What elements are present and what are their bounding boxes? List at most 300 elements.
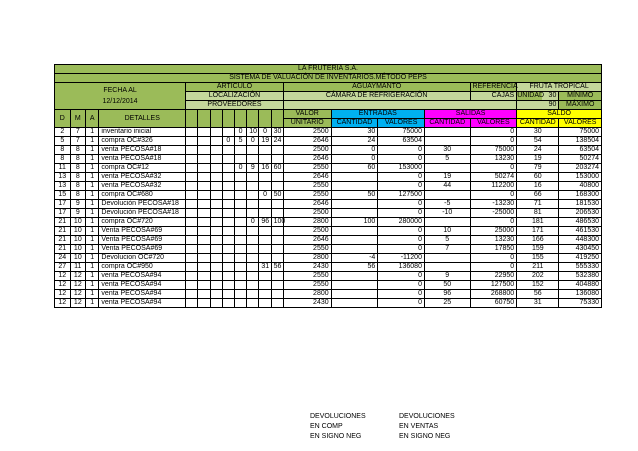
cell-ref bbox=[198, 218, 210, 227]
cell-entrada-cantidad bbox=[331, 236, 378, 245]
cell-ref bbox=[234, 218, 246, 227]
cell-ref bbox=[198, 254, 210, 263]
cell-entrada-cantidad: 24 bbox=[331, 137, 378, 146]
cell-day: 21 bbox=[55, 245, 71, 254]
cell-entrada-cantidad: 56 bbox=[331, 263, 378, 272]
cell-detalle: compra OC#12 bbox=[99, 164, 186, 173]
cell-saldo-cantidad: 19 bbox=[517, 155, 559, 164]
proveedores-value bbox=[283, 101, 516, 110]
cell-ref bbox=[234, 191, 246, 200]
table-row bbox=[55, 146, 602, 155]
cell-ref bbox=[186, 227, 198, 236]
cell-saldo-cantidad: 152 bbox=[517, 281, 559, 290]
cell-valor-unitario: 2646 bbox=[283, 173, 331, 182]
cell-salida-cantidad: 96 bbox=[424, 290, 470, 299]
cell-ref bbox=[210, 272, 222, 281]
cell-year: 1 bbox=[86, 128, 99, 137]
cell-ref bbox=[222, 227, 234, 236]
cell-salida-cantidad: 44 bbox=[424, 182, 470, 191]
table-row bbox=[55, 182, 602, 191]
cell-ref bbox=[259, 281, 271, 290]
cell-day: 21 bbox=[55, 227, 71, 236]
cell-year: 1 bbox=[86, 281, 99, 290]
cell-ref bbox=[198, 137, 210, 146]
table-row bbox=[55, 137, 602, 146]
cell-ref: 50 bbox=[271, 191, 283, 200]
cell-ref bbox=[198, 299, 210, 308]
system-title: SISTEMA DE VALUACIÓN DE INVENTARIOS.MÉTODO PEPS bbox=[55, 74, 602, 83]
cell-entrada-cantidad bbox=[331, 209, 378, 218]
cell-salida-valor: 75000 bbox=[470, 146, 517, 155]
cell-entrada-cantidad bbox=[331, 299, 378, 308]
cell-entrada-valor: 0 bbox=[378, 236, 425, 245]
cell-ref bbox=[186, 254, 198, 263]
cell-month: 8 bbox=[70, 182, 86, 191]
cell-valor-unitario: 2550 bbox=[283, 281, 331, 290]
cell-ref: 0 bbox=[234, 164, 246, 173]
cell-salida-valor: 0 bbox=[470, 191, 517, 200]
cell-ref bbox=[198, 200, 210, 209]
col-detalles: DETALLES bbox=[99, 110, 186, 128]
cell-ref: 19 bbox=[259, 137, 271, 146]
cell-ref bbox=[271, 281, 283, 290]
cell-detalle: venta PECOSA#94 bbox=[99, 281, 186, 290]
cell-salida-cantidad: 9 bbox=[424, 272, 470, 281]
note-comp-line3: EN SIGNO NEG bbox=[310, 433, 362, 440]
cell-ref bbox=[210, 218, 222, 227]
cell-ref bbox=[247, 227, 259, 236]
cell-month: 8 bbox=[70, 191, 86, 200]
cell-saldo-cantidad: 54 bbox=[517, 137, 559, 146]
cell-salida-valor: 22950 bbox=[470, 272, 517, 281]
cell-ref bbox=[234, 263, 246, 272]
cell-entrada-cantidad bbox=[331, 200, 378, 209]
cell-year: 1 bbox=[86, 164, 99, 173]
note-ventas-line2: EN VENTAS bbox=[399, 423, 439, 430]
cell-ref bbox=[210, 137, 222, 146]
cell-saldo-cantidad: 81 bbox=[517, 209, 559, 218]
col-m: M bbox=[70, 110, 86, 128]
cell-ref: 0 bbox=[259, 128, 271, 137]
cell-saldo-cantidad: 31 bbox=[517, 299, 559, 308]
cell-month: 7 bbox=[70, 137, 86, 146]
cell-ref bbox=[222, 272, 234, 281]
cell-ref bbox=[247, 281, 259, 290]
cell-entrada-cantidad: 0 bbox=[331, 146, 378, 155]
cell-year: 1 bbox=[86, 218, 99, 227]
cell-detalle: Devolución PECOSA#18 bbox=[99, 200, 186, 209]
cell-month: 10 bbox=[70, 236, 86, 245]
col-entradas: ENTRADAS bbox=[331, 110, 424, 119]
cell-salida-valor: 60750 bbox=[470, 299, 517, 308]
cell-ref bbox=[186, 290, 198, 299]
cell-saldo-valor: 153000 bbox=[559, 173, 602, 182]
cell-entrada-valor: 0 bbox=[378, 146, 425, 155]
cell-ref bbox=[222, 290, 234, 299]
cell-ref bbox=[271, 209, 283, 218]
localizacion-label: LOCALIZACIÓN bbox=[186, 92, 284, 101]
cell-year: 1 bbox=[86, 200, 99, 209]
cell-day: 13 bbox=[55, 173, 71, 182]
cell-salida-cantidad: 50 bbox=[424, 281, 470, 290]
cell-ref bbox=[222, 263, 234, 272]
cell-year: 1 bbox=[86, 245, 99, 254]
cell-detalle: compra OC#326 bbox=[99, 137, 186, 146]
cell-saldo-cantidad: 181 bbox=[517, 218, 559, 227]
cell-saldo-cantidad: 30 bbox=[517, 128, 559, 137]
fecha-cell bbox=[55, 83, 186, 110]
table-row bbox=[55, 173, 602, 182]
cell-saldo-cantidad: 66 bbox=[517, 191, 559, 200]
cell-ref bbox=[210, 209, 222, 218]
cell-ref: 16 bbox=[259, 164, 271, 173]
cell-ref bbox=[186, 128, 198, 137]
table-row bbox=[55, 236, 602, 245]
col-salidas-cantidad: CANTIDAD bbox=[424, 119, 470, 128]
cell-ref bbox=[234, 299, 246, 308]
cell-salida-valor: 268800 bbox=[470, 290, 517, 299]
cell-day: 13 bbox=[55, 182, 71, 191]
col-d: D bbox=[55, 110, 71, 128]
fecha-value: 12/12/2014 bbox=[102, 98, 138, 105]
minimo-label: MÍNIMO bbox=[559, 92, 602, 101]
note-comp-line2: EN COMP bbox=[310, 423, 343, 430]
cell-entrada-cantidad: 60 bbox=[331, 164, 378, 173]
cajas-label: CAJAS bbox=[470, 92, 517, 101]
cell-ref bbox=[222, 173, 234, 182]
cell-saldo-cantidad: 171 bbox=[517, 227, 559, 236]
cell-ref bbox=[222, 200, 234, 209]
cell-ref: 31 bbox=[259, 263, 271, 272]
cell-day: 12 bbox=[55, 272, 71, 281]
cell-detalle: Venta PECOSA#69 bbox=[99, 245, 186, 254]
cell-saldo-valor: 168300 bbox=[559, 191, 602, 200]
cell-ref: 0 bbox=[234, 128, 246, 137]
cell-ref bbox=[234, 173, 246, 182]
cell-salida-valor: 0 bbox=[470, 218, 517, 227]
cell-entrada-valor: 0 bbox=[378, 173, 425, 182]
cell-detalle: Venta PECOSA#69 bbox=[99, 236, 186, 245]
cell-day: 12 bbox=[55, 299, 71, 308]
cell-ref bbox=[247, 272, 259, 281]
cell-saldo-cantidad: 166 bbox=[517, 236, 559, 245]
cell-salida-valor: 0 bbox=[470, 137, 517, 146]
cell-ref: 0 bbox=[247, 137, 259, 146]
cell-ref bbox=[198, 227, 210, 236]
cell-ref bbox=[234, 245, 246, 254]
cell-month: 7 bbox=[70, 128, 86, 137]
cell-ref bbox=[186, 281, 198, 290]
table-row bbox=[55, 164, 602, 173]
cell-ref bbox=[247, 191, 259, 200]
cell-ref bbox=[210, 245, 222, 254]
cell-ref bbox=[222, 245, 234, 254]
col-saldo-cantidad: CANTIDAD bbox=[517, 119, 559, 128]
cell-ref bbox=[271, 227, 283, 236]
cell-ref bbox=[222, 155, 234, 164]
cell-salida-valor: 25000 bbox=[470, 227, 517, 236]
cell-valor-unitario: 2800 bbox=[283, 254, 331, 263]
cell-saldo-cantidad: 211 bbox=[517, 263, 559, 272]
col-a: A bbox=[86, 110, 99, 128]
table-row bbox=[55, 290, 602, 299]
cell-salida-valor: 13230 bbox=[470, 155, 517, 164]
cell-month: 12 bbox=[70, 272, 86, 281]
cell-ref bbox=[210, 290, 222, 299]
cell-ref bbox=[234, 182, 246, 191]
table-row bbox=[55, 218, 602, 227]
cell-ref bbox=[222, 218, 234, 227]
cell-ref bbox=[198, 281, 210, 290]
cell-ref bbox=[271, 299, 283, 308]
note-ventas-line3: EN SIGNO NEG bbox=[399, 433, 451, 440]
cell-entrada-cantidad bbox=[331, 290, 378, 299]
cell-entrada-valor: 136080 bbox=[378, 263, 425, 272]
cell-salida-cantidad bbox=[424, 164, 470, 173]
cell-ref bbox=[210, 164, 222, 173]
cell-year: 1 bbox=[86, 236, 99, 245]
cell-ref bbox=[186, 200, 198, 209]
cell-ref bbox=[198, 146, 210, 155]
cell-ref bbox=[247, 263, 259, 272]
col-saldo-valores: VALORES bbox=[559, 119, 602, 128]
cell-detalle: Venta PECOSA#69 bbox=[99, 227, 186, 236]
cell-salida-cantidad bbox=[424, 191, 470, 200]
cell-ref bbox=[198, 173, 210, 182]
cell-ref bbox=[247, 182, 259, 191]
articulo-value: AGUAYMANTO bbox=[283, 83, 470, 92]
cell-valor-unitario: 2550 bbox=[283, 272, 331, 281]
cell-ref bbox=[210, 299, 222, 308]
cell-ref bbox=[186, 173, 198, 182]
cell-salida-cantidad bbox=[424, 254, 470, 263]
cell-ref: 30 bbox=[271, 128, 283, 137]
cell-salida-valor: 112200 bbox=[470, 182, 517, 191]
cell-salida-valor: -25000 bbox=[470, 209, 517, 218]
cell-valor-unitario: 2500 bbox=[283, 209, 331, 218]
table-row bbox=[55, 155, 602, 164]
cell-entrada-valor: 0 bbox=[378, 245, 425, 254]
cell-year: 1 bbox=[86, 146, 99, 155]
cell-valor-unitario: 2800 bbox=[283, 218, 331, 227]
cell-entrada-cantidad: -4 bbox=[331, 254, 378, 263]
note-ventas-line1: DEVOLUCIONES bbox=[399, 413, 455, 420]
cell-ref bbox=[198, 128, 210, 137]
cell-saldo-valor: 486530 bbox=[559, 218, 602, 227]
cell-ref bbox=[198, 182, 210, 191]
cell-ref bbox=[234, 236, 246, 245]
cell-ref bbox=[210, 227, 222, 236]
cell-ref bbox=[198, 236, 210, 245]
cell-ref bbox=[259, 200, 271, 209]
cell-salida-cantidad bbox=[424, 263, 470, 272]
table-row bbox=[55, 200, 602, 209]
cell-ref bbox=[247, 173, 259, 182]
cell-ref bbox=[234, 290, 246, 299]
cell-detalle: venta PECOSA#32 bbox=[99, 182, 186, 191]
company-name: LA FRUTERIA S.A. bbox=[55, 65, 602, 74]
cell-saldo-valor: 532380 bbox=[559, 272, 602, 281]
cell-ref bbox=[198, 191, 210, 200]
cell-entrada-cantidad bbox=[331, 281, 378, 290]
cell-day: 27 bbox=[55, 263, 71, 272]
cell-ref bbox=[210, 200, 222, 209]
cell-detalle: compra OC#720 bbox=[99, 218, 186, 227]
cell-detalle: Devolucion OC#720 bbox=[99, 254, 186, 263]
cell-detalle: inventario inicial bbox=[99, 128, 186, 137]
cell-saldo-valor: 63504 bbox=[559, 146, 602, 155]
cell-saldo-valor: 75330 bbox=[559, 299, 602, 308]
cell-ref bbox=[210, 191, 222, 200]
cell-detalle: venta PECOSA#94 bbox=[99, 299, 186, 308]
inventory-sheet bbox=[54, 64, 602, 440]
cell-salida-valor: 13230 bbox=[470, 236, 517, 245]
articulo-label: ARTICULO bbox=[186, 83, 284, 92]
cell-saldo-valor: 404880 bbox=[559, 281, 602, 290]
cell-saldo-valor: 181530 bbox=[559, 200, 602, 209]
cell-ref bbox=[198, 155, 210, 164]
cell-ref bbox=[222, 254, 234, 263]
cell-ref bbox=[271, 290, 283, 299]
col-salidas-valores: VALORES bbox=[470, 119, 517, 128]
unidad-minimo-cell bbox=[517, 92, 559, 101]
cell-saldo-valor: 419250 bbox=[559, 254, 602, 263]
cell-ref bbox=[247, 299, 259, 308]
cell-valor-unitario: 2500 bbox=[283, 128, 331, 137]
cell-month: 9 bbox=[70, 209, 86, 218]
cell-salida-valor: 50274 bbox=[470, 173, 517, 182]
cell-entrada-cantidad bbox=[331, 227, 378, 236]
table-row bbox=[55, 281, 602, 290]
cell-ref bbox=[271, 146, 283, 155]
cell-saldo-valor: 430450 bbox=[559, 245, 602, 254]
cell-ref bbox=[259, 254, 271, 263]
cell-year: 1 bbox=[86, 272, 99, 281]
cell-ref: 0 bbox=[222, 137, 234, 146]
cell-entrada-cantidad bbox=[331, 272, 378, 281]
cell-ref bbox=[247, 155, 259, 164]
cell-entrada-valor: 0 bbox=[378, 299, 425, 308]
cell-ref bbox=[222, 299, 234, 308]
cell-ref bbox=[271, 155, 283, 164]
cell-salida-cantidad: 19 bbox=[424, 173, 470, 182]
cell-ref bbox=[210, 155, 222, 164]
cell-day: 15 bbox=[55, 191, 71, 200]
cell-ref bbox=[271, 200, 283, 209]
cell-valor-unitario: 2800 bbox=[283, 290, 331, 299]
cell-ref bbox=[234, 272, 246, 281]
unidad-label: UNIDAD bbox=[517, 92, 545, 99]
cell-ref bbox=[234, 209, 246, 218]
cell-month: 12 bbox=[70, 281, 86, 290]
cell-ref bbox=[198, 164, 210, 173]
minimo-value: 30 bbox=[548, 92, 557, 99]
cell-ref bbox=[222, 281, 234, 290]
cell-saldo-cantidad: 16 bbox=[517, 182, 559, 191]
cell-ref bbox=[210, 128, 222, 137]
cell-valor-unitario: 2430 bbox=[283, 299, 331, 308]
cell-month: 9 bbox=[70, 200, 86, 209]
cell-ref bbox=[247, 254, 259, 263]
cell-salida-cantidad: 10 bbox=[424, 227, 470, 236]
cell-ref bbox=[271, 182, 283, 191]
cell-saldo-valor: 40800 bbox=[559, 182, 602, 191]
cell-year: 1 bbox=[86, 137, 99, 146]
cell-ref bbox=[271, 245, 283, 254]
cell-ref bbox=[247, 245, 259, 254]
cell-valor-unitario: 2550 bbox=[283, 191, 331, 200]
cell-ref bbox=[222, 182, 234, 191]
cell-valor-unitario: 2550 bbox=[283, 245, 331, 254]
cell-ref bbox=[186, 209, 198, 218]
cell-saldo-valor: 75000 bbox=[559, 128, 602, 137]
cell-entrada-cantidad bbox=[331, 245, 378, 254]
cell-ref bbox=[222, 164, 234, 173]
cell-saldo-cantidad: 202 bbox=[517, 272, 559, 281]
cell-ref bbox=[259, 290, 271, 299]
cell-day: 11 bbox=[55, 164, 71, 173]
col-salidas: SALIDAS bbox=[424, 110, 516, 119]
cell-ref bbox=[198, 263, 210, 272]
cell-salida-cantidad bbox=[424, 128, 470, 137]
cell-entrada-cantidad: 50 bbox=[331, 191, 378, 200]
cell-ref bbox=[222, 236, 234, 245]
cell-ref bbox=[234, 155, 246, 164]
cell-ref bbox=[247, 236, 259, 245]
cell-salida-valor: 0 bbox=[470, 263, 517, 272]
table-row bbox=[55, 263, 602, 272]
cell-day: 21 bbox=[55, 236, 71, 245]
maximo-value: 90 bbox=[517, 101, 559, 110]
cell-ref bbox=[198, 290, 210, 299]
cell-ref bbox=[259, 272, 271, 281]
cell-year: 1 bbox=[86, 254, 99, 263]
cell-ref bbox=[259, 227, 271, 236]
cell-entrada-valor: 127500 bbox=[378, 191, 425, 200]
inventory-table bbox=[54, 64, 602, 308]
table-row bbox=[55, 245, 602, 254]
cell-valor-unitario: 2646 bbox=[283, 236, 331, 245]
cell-day: 17 bbox=[55, 200, 71, 209]
cell-year: 1 bbox=[86, 173, 99, 182]
cell-ref bbox=[186, 137, 198, 146]
maximo-label: MÁXIMO bbox=[559, 101, 602, 110]
cell-ref: 100 bbox=[271, 218, 283, 227]
cell-saldo-valor: 461530 bbox=[559, 227, 602, 236]
cell-day: 8 bbox=[55, 155, 71, 164]
cell-detalle: venta PECOSA#32 bbox=[99, 173, 186, 182]
cell-day: 12 bbox=[55, 281, 71, 290]
cell-ref bbox=[234, 200, 246, 209]
cell-ref bbox=[247, 146, 259, 155]
cell-month: 8 bbox=[70, 173, 86, 182]
col-entradas-cantidad: CANTIDAD bbox=[331, 119, 378, 128]
cell-entrada-valor: 0 bbox=[378, 209, 425, 218]
cell-saldo-cantidad: 71 bbox=[517, 200, 559, 209]
cell-saldo-valor: 448300 bbox=[559, 236, 602, 245]
cell-salida-valor: 0 bbox=[470, 164, 517, 173]
cell-ref: 0 bbox=[259, 191, 271, 200]
cell-month: 10 bbox=[70, 227, 86, 236]
cell-valor-unitario: 2550 bbox=[283, 164, 331, 173]
localizacion-value: CÁMARA DE REFRIGERACIÓN bbox=[283, 92, 470, 101]
cell-month: 10 bbox=[70, 245, 86, 254]
cell-month: 8 bbox=[70, 146, 86, 155]
cell-ref bbox=[259, 173, 271, 182]
cell-year: 1 bbox=[86, 299, 99, 308]
cell-ref bbox=[186, 164, 198, 173]
cell-ref bbox=[210, 236, 222, 245]
